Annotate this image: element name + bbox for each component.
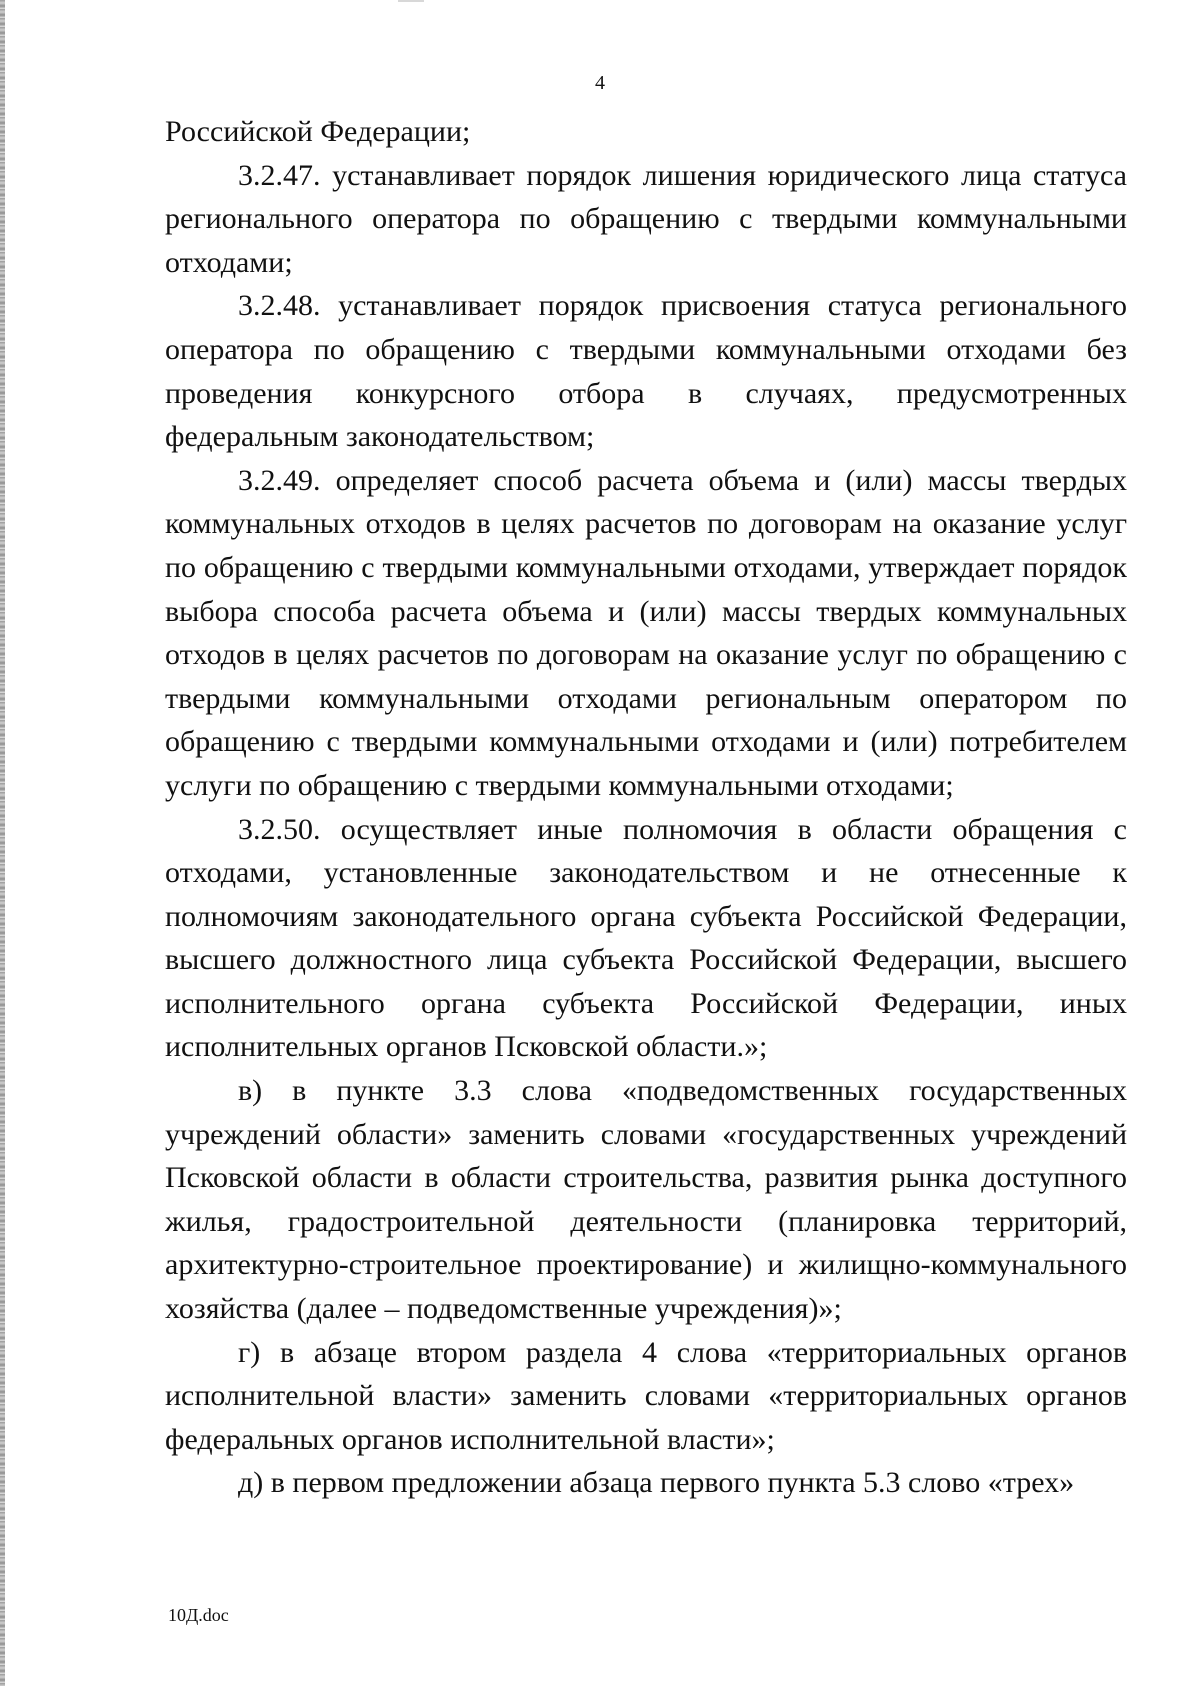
paragraph-3-2-47: 3.2.47. устанавливает порядок лишения юридического лица статуса регионального оператора по обращению с твердыми коммунальными отходами; [165, 158, 1127, 279]
scan-artifact-mark [398, 0, 424, 2]
scan-left-edge [0, 0, 5, 1686]
page-number: 4 [595, 72, 605, 94]
paragraph-item-v: в) в пункте 3.3 слова «подведомственных государственных учреждений области» заменить словами «государственных учреждений Псковской области в области строительства, развития рынка доступного жилья, градостроительной деятельности (планировка территорий, архитектурно-строительное проектирование) и жилищно-коммунального хозяйства (далее – подведомственные учреждения)»; [165, 1074, 1127, 1326]
paragraph-3-2-48: 3.2.48. устанавливает порядок присвоения статуса регионального оператора по обращению с твердыми коммунальными отходами без проведения конкурсного отбора в случаях, предусмотренных федеральным законодательством; [165, 289, 1127, 454]
paragraph-item-g: г) в абзаце втором раздела 4 слова «территориальных органов исполнительной власти» заменить словами «территориальных органов федеральных органов исполнительной власти»; [165, 1335, 1127, 1456]
paragraph-3-2-49: 3.2.49. определяет способ расчета объема и (или) массы твердых коммунальных отходов в целях расчетов по договорам на оказание услуг по обращению с твердыми коммунальными отходами, утверждает порядок выбора способа расчета объема и (или) массы твердых коммунальных отходов в целях расчетов по договорам на оказание услуг по обращению с твердыми коммунальными отходами региональным оператором по обращению с твердыми коммунальными отходами и (или) потребителем услуги по обращению с твердыми коммунальными отходами; [165, 463, 1127, 802]
document-body [165, 110, 1127, 1505]
paragraph-3-2-50: 3.2.50. осуществляет иные полномочия в области обращения с отходами, установленные законодательством и не отнесенные к полномочиям законодательного органа субъекта Российской Федерации, высшего должностного лица субъекта Российской Федерации, высшего исполнительного органа субъекта Российской Федерации, иных исполнительных органов Псковской области.»; [165, 812, 1127, 1064]
footer-filename: 10Д.doc [168, 1605, 229, 1625]
paragraph-item-d: д) в первом предложении абзаца первого пункта 5.3 слово «трех» [238, 1466, 1075, 1500]
paragraph-continuation: Российской Федерации; [165, 115, 471, 148]
